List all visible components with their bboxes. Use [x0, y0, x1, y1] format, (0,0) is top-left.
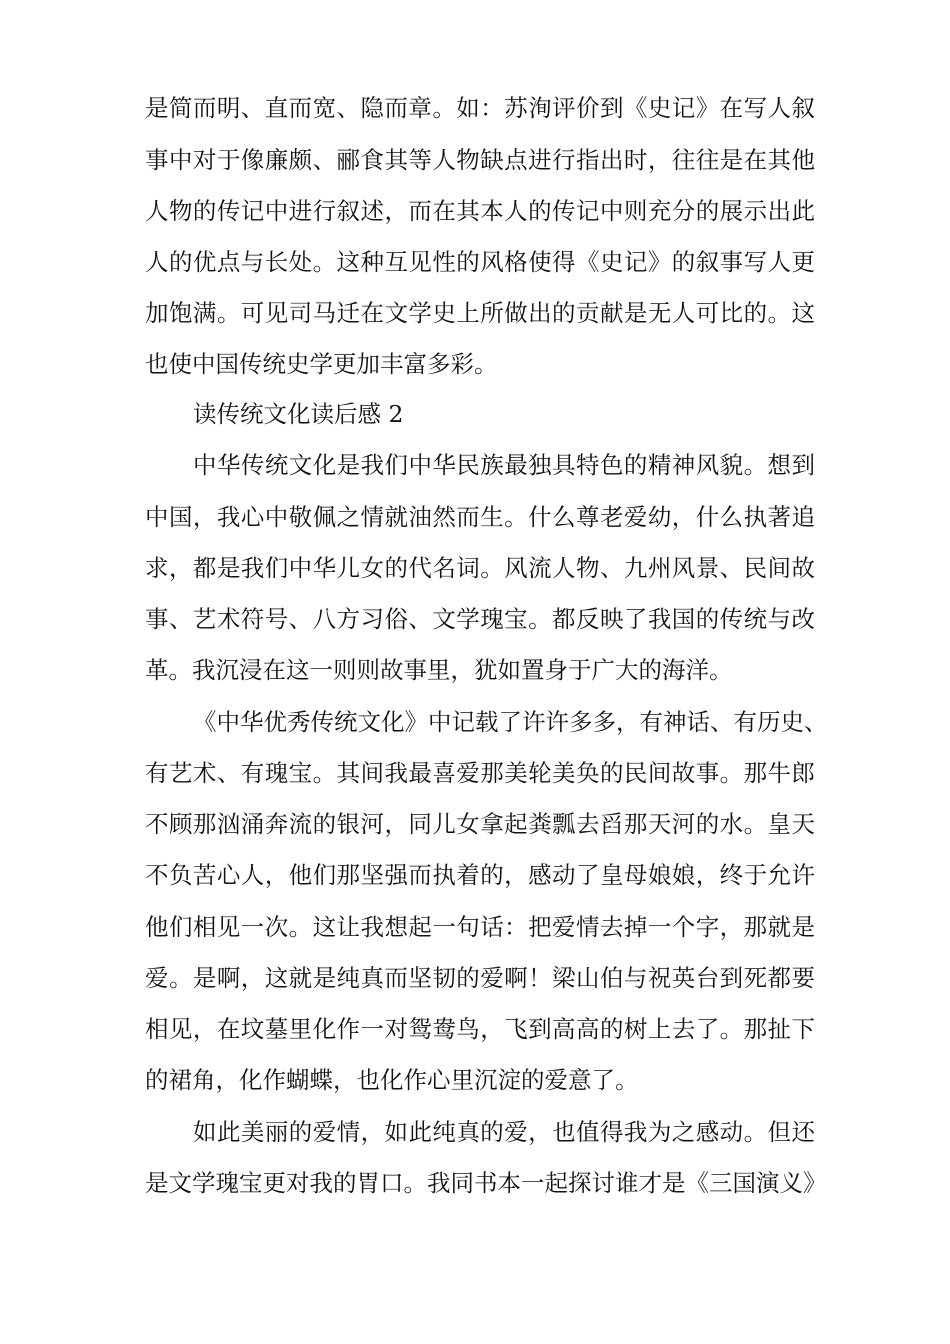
paragraph-line: 中国，我心中敬佩之情就油然而生。什么尊老爱幼，什么执著追: [145, 503, 815, 531]
paragraph-line: 相见，在坟墓里化作一对鸳鸯鸟，飞到高高的树上去了。那扯下: [145, 1015, 815, 1043]
paragraph-first-line: 中华传统文化是我们中华民族最独具特色的精神风貌。想到: [193, 451, 815, 479]
paragraph-line: 求，都是我们中华儿女的代名词。风流人物、九州风景、民间故: [145, 554, 815, 582]
paragraph-line: 不顾那汹涌奔流的银河，同儿女拿起粪瓢去舀那天河的水。皇天: [145, 810, 815, 838]
paragraph-line: 是简而明、直而宽、隐而章。如：苏洵评价到《史记》在写人叙: [145, 94, 815, 122]
paragraph-line: 他们相见一次。这让我想起一句话：把爱情去掉一个字，那就是: [145, 913, 815, 941]
paragraph-line: 事、艺术符号、八方习俗、文学瑰宝。都反映了我国的传统与改: [145, 605, 815, 633]
paragraph-line: 事中对于像廉颇、郦食其等人物缺点进行指出时，往往是在其他: [145, 146, 815, 174]
paragraph-line: 的裙角，化作蝴蝶，也化作心里沉淀的爱意了。: [145, 1066, 639, 1094]
paragraph-first-line: 如此美丽的爱情，如此纯真的爱，也值得我为之感动。但还: [193, 1118, 815, 1146]
section-heading: 读传统文化读后感 2: [193, 400, 404, 428]
paragraph-line: 不负苦心人，他们那坚强而执着的，感动了皇母娘娘，终于允许: [145, 861, 815, 889]
paragraph-line: 也使中国传统史学更加丰富多彩。: [145, 350, 498, 378]
paragraph-line: 爱。是啊，这就是纯真而坚韧的爱啊！梁山伯与祝英台到死都要: [145, 964, 815, 992]
paragraph-line: 人的优点与长处。这种互见性的风格使得《史记》的叙事写人更: [145, 248, 815, 276]
paragraph-line: 是文学瑰宝更对我的胃口。我同书本一起探讨谁才是《三国演义》: [145, 1169, 827, 1197]
paragraph-line: 有艺术、有瑰宝。其间我最喜爱那美轮美奂的民间故事。那牛郎: [145, 759, 815, 787]
paragraph-first-line: 《中华优秀传统文化》中记载了许许多多，有神话、有历史、: [193, 708, 828, 736]
paragraph-line: 人物的传记中进行叙述，而在其本人的传记中则充分的展示出此: [145, 197, 815, 225]
paragraph-line: 革。我沉浸在这一则则故事里，犹如置身于广大的海洋。: [145, 656, 733, 684]
paragraph-line: 加饱满。可见司马迁在文学史上所做出的贡献是无人可比的。这: [145, 299, 815, 327]
